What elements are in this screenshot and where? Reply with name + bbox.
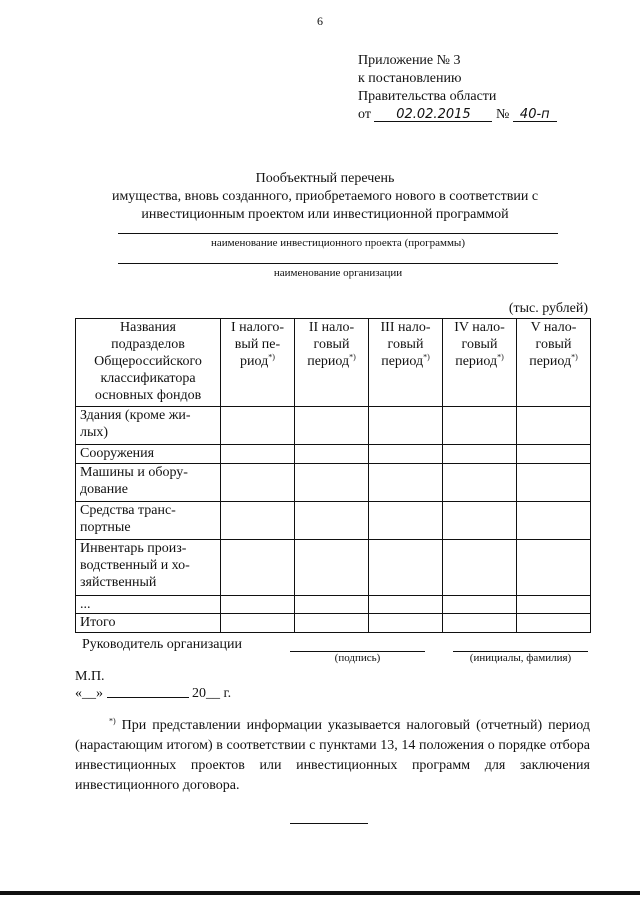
table-cell xyxy=(369,445,443,464)
table-cell xyxy=(443,540,517,596)
row-label-text: лых) xyxy=(80,425,109,440)
table-cell xyxy=(517,614,591,633)
page-bottom-bar xyxy=(0,891,640,895)
header-period-text: период xyxy=(381,354,424,369)
header-classifier-line: основных фондов xyxy=(94,388,202,403)
header-period-text: период xyxy=(307,354,350,369)
header-classifier-line: подразделов xyxy=(111,337,185,352)
table-row xyxy=(76,540,591,596)
table-cell xyxy=(221,540,295,596)
head-of-organization-label: Руководитель организации xyxy=(82,637,242,652)
row-label-text: Здания (кроме жи- xyxy=(80,408,191,423)
table-cell xyxy=(295,464,369,502)
table-cell xyxy=(221,407,295,445)
title-line-1: Пообъектный перечень xyxy=(255,171,395,186)
header-period-text: вый пе- xyxy=(234,337,281,352)
handwritten-number: 40-п xyxy=(513,108,557,122)
table-cell xyxy=(517,464,591,502)
header-period-text: IV нало- xyxy=(454,320,505,335)
date-prefix: от xyxy=(358,107,371,122)
units-label: (тыс. рублей) xyxy=(508,301,588,316)
row-label xyxy=(76,464,221,502)
date-day: «__» xyxy=(75,686,103,701)
header-period-4 xyxy=(443,319,517,407)
footnote-text: При представлении информации указывается налоговый (отчетный) период (нарастающим итогом) в соответствии с пунктами 13, 14 положения о порядке отбора инвестиционных проектов или инвестиционных программ для заключения инвестиционного договора. xyxy=(75,718,590,793)
document-title xyxy=(60,170,590,224)
row-label xyxy=(76,540,221,596)
title-line-2: имущества, вновь созданного, приобретаемого нового в соответствии с xyxy=(111,189,539,204)
row-label xyxy=(76,596,221,614)
row-label-text: Машины и обору- xyxy=(80,465,188,480)
organization-caption: наименование организации xyxy=(273,267,403,279)
footnote-mark: *) xyxy=(349,352,356,362)
table-cell xyxy=(517,445,591,464)
property-table xyxy=(75,318,591,633)
table-cell xyxy=(295,596,369,614)
date-fill-line xyxy=(75,686,231,702)
header-period-text: говый xyxy=(313,337,350,352)
table-row xyxy=(76,407,591,445)
organization-name-line xyxy=(118,263,558,264)
table-row xyxy=(76,445,591,464)
table-cell xyxy=(443,502,517,540)
row-label-text: Инвентарь произ- xyxy=(80,541,187,556)
table-cell xyxy=(221,502,295,540)
footnote-mark: *) xyxy=(497,352,504,362)
table-row xyxy=(76,464,591,502)
table-cell xyxy=(221,445,295,464)
footnote-mark: *) xyxy=(571,352,578,362)
title-line-3: инвестиционным проектом или инвестиционной программой xyxy=(141,207,509,222)
header-classifier xyxy=(76,319,221,407)
annex-line-3: Правительства области xyxy=(358,89,497,104)
date-month-line xyxy=(107,697,189,698)
row-label-text: дование xyxy=(80,482,128,497)
header-period-text: говый xyxy=(461,337,498,352)
table-header-row xyxy=(76,319,591,407)
project-name-line xyxy=(118,233,558,234)
number-prefix: № xyxy=(495,107,510,122)
header-period-text: говый xyxy=(387,337,424,352)
table-cell xyxy=(443,464,517,502)
header-classifier-line: Общероссийского xyxy=(94,354,202,369)
table-row xyxy=(76,614,591,633)
header-period-1 xyxy=(221,319,295,407)
annex-line-1: Приложение № 3 xyxy=(358,53,461,68)
table-cell xyxy=(517,540,591,596)
table-cell xyxy=(295,614,369,633)
annex-date-line xyxy=(358,106,557,124)
header-period-text: V нало- xyxy=(530,320,577,335)
header-period-text: риод xyxy=(240,354,269,369)
table-cell xyxy=(221,464,295,502)
table-cell xyxy=(369,614,443,633)
header-period-text: II нало- xyxy=(308,320,355,335)
project-caption: наименование инвестиционного проекта (программы) xyxy=(211,237,465,249)
row-label-text: зяйственный xyxy=(80,575,157,590)
footnote-mark: *) xyxy=(268,352,275,362)
table-cell xyxy=(443,614,517,633)
row-label-text: Сооружения xyxy=(80,446,155,461)
table-cell xyxy=(517,596,591,614)
header-period-text: III нало- xyxy=(380,320,431,335)
row-label xyxy=(76,445,221,464)
annex-block xyxy=(358,52,557,124)
table-cell xyxy=(295,407,369,445)
header-period-text: говый xyxy=(535,337,572,352)
header-period-2 xyxy=(295,319,369,407)
table-cell xyxy=(295,502,369,540)
signature-caption: (подпись) xyxy=(334,652,381,664)
table-cell xyxy=(443,407,517,445)
name-caption: (инициалы, фамилия) xyxy=(469,652,572,664)
header-period-text: I налого- xyxy=(230,320,285,335)
row-label xyxy=(76,614,221,633)
header-period-text: период xyxy=(455,354,498,369)
table-row xyxy=(76,502,591,540)
row-label xyxy=(76,407,221,445)
row-label-text: Средства транс- xyxy=(80,503,176,518)
table-cell xyxy=(295,540,369,596)
table-cell xyxy=(369,596,443,614)
header-period-5 xyxy=(517,319,591,407)
header-period-3 xyxy=(369,319,443,407)
row-label-text: ... xyxy=(80,597,91,612)
table-cell xyxy=(221,596,295,614)
table-cell xyxy=(369,502,443,540)
footnote xyxy=(75,716,590,796)
stamp-place: М.П. xyxy=(75,669,105,684)
date-year: 20__ г. xyxy=(192,686,232,701)
table-cell xyxy=(221,614,295,633)
row-label-text: водственный и хо- xyxy=(80,558,190,573)
footnote-mark: *) xyxy=(423,352,430,362)
header-classifier-line: классификатора xyxy=(100,371,196,386)
table-cell xyxy=(443,445,517,464)
header-period-text: период xyxy=(529,354,572,369)
table-cell xyxy=(517,407,591,445)
row-label-text: портные xyxy=(80,520,131,535)
table-row xyxy=(76,596,591,614)
page-number: 6 xyxy=(317,14,323,28)
table-cell xyxy=(369,464,443,502)
row-label-text: Итого xyxy=(80,615,116,630)
annex-line-2: к постановлению xyxy=(358,71,462,86)
handwritten-date: 02.02.2015 xyxy=(374,108,492,122)
table-cell xyxy=(369,407,443,445)
footnote-mark: *) xyxy=(109,716,116,726)
table-cell xyxy=(369,540,443,596)
row-label xyxy=(76,502,221,540)
header-classifier-line: Названия xyxy=(120,320,176,335)
table-cell xyxy=(295,445,369,464)
table-cell xyxy=(517,502,591,540)
table-cell xyxy=(443,596,517,614)
end-line xyxy=(290,823,368,824)
